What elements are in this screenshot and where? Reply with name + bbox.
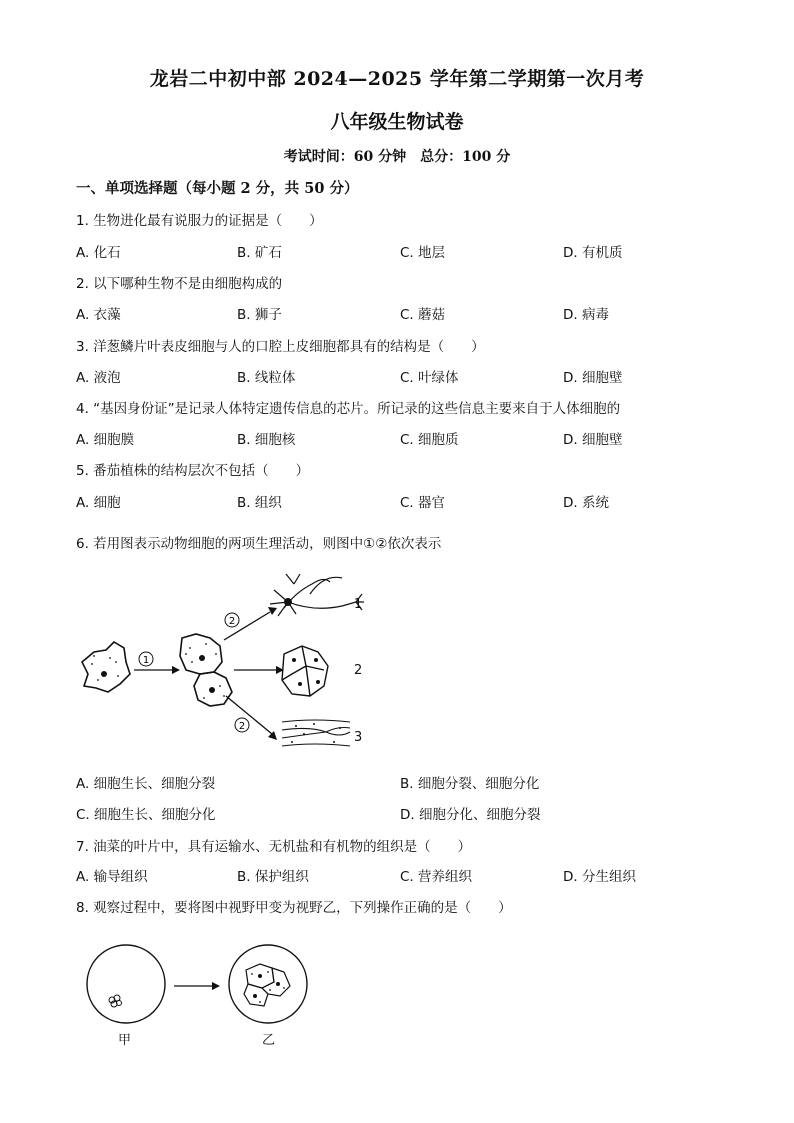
option: C. 器官 [400, 495, 446, 511]
question-stem: 2. 以下哪种生物不是由细胞构成的 [76, 276, 283, 292]
option: B. 细胞核 [237, 432, 296, 448]
option: D. 细胞壁 [563, 432, 623, 448]
option: B. 组织 [237, 495, 282, 511]
option: B. 线粒体 [237, 370, 296, 386]
question-stem: 8. 观察过程中，要将图中视野甲变为视野乙，下列操作正确的是（ ） [76, 900, 512, 916]
question-stem: 4. “基因身份证”是记录人体特定遗传信息的芯片。所记录的这些信息主要来自于人体细胞的 [76, 401, 621, 417]
question-stem: 3. 洋葱鳞片叶表皮细胞与人的口腔上皮细胞都具有的结构是（ ） [76, 339, 485, 355]
microscope-field-figure [84, 942, 314, 1032]
option: B. 细胞分裂、细胞分化 [400, 776, 540, 792]
cell-division-differentiation-figure [74, 562, 374, 762]
exam-subtitle: 八年级生物试卷 [330, 111, 464, 133]
circled-1-label [139, 652, 153, 666]
option: B. 矿石 [237, 245, 282, 261]
section-heading: 一、单项选择题（每小题 2 分，共 50 分） [76, 180, 359, 197]
option: C. 营养组织 [400, 869, 473, 885]
option: A. 细胞膜 [76, 432, 135, 448]
figure-label-1: 1 [354, 597, 363, 612]
figure-label-2: 2 [354, 663, 363, 678]
question-stem: 7. 油菜的叶片中，具有运输水、无机盐和有机物的组织是（ ） [76, 839, 472, 855]
field-label-jia: 甲 [118, 1033, 132, 1048]
option: D. 分生组织 [563, 869, 636, 885]
option: C. 细胞质 [400, 432, 459, 448]
option: A. 输导组织 [76, 869, 148, 885]
option: D. 病毒 [563, 307, 609, 323]
option: A. 细胞生长、细胞分裂 [76, 776, 216, 792]
option: D. 细胞壁 [563, 370, 623, 386]
question-stem: 5. 番茄植株的结构层次不包括（ ） [76, 463, 310, 479]
exam-info: 考试时间：60 分钟 总分：100 分 [283, 149, 511, 165]
exam-title: 龙岩二中初中部 2024—2025 学年第二学期第一次月考 [149, 68, 645, 90]
option: C. 蘑菇 [400, 307, 446, 323]
svg-text:2: 2 [238, 721, 246, 732]
option: A. 液泡 [76, 370, 121, 386]
option: C. 细胞生长、细胞分化 [76, 807, 216, 823]
svg-text:1: 1 [142, 655, 150, 666]
question-stem: 1. 生物进化最有说服力的证据是（ ） [76, 213, 323, 229]
circled-2-label [225, 613, 239, 627]
option: A. 化石 [76, 245, 121, 261]
option: D. 细胞分化、细胞分裂 [400, 807, 541, 823]
circled-2-label [235, 718, 249, 732]
option: A. 衣藻 [76, 307, 121, 323]
question-stem: 6. 若用图表示动物细胞的两项生理活动，则图中①②依次表示 [76, 536, 442, 552]
option: C. 叶绿体 [400, 370, 459, 386]
figure-label-3: 3 [354, 730, 363, 745]
option: D. 系统 [563, 495, 609, 511]
option: B. 保护组织 [237, 869, 309, 885]
option: B. 狮子 [237, 307, 282, 323]
option: C. 地层 [400, 245, 446, 261]
option: A. 细胞 [76, 495, 121, 511]
option: D. 有机质 [563, 245, 623, 261]
svg-text:2: 2 [228, 616, 236, 627]
field-label-yi: 乙 [262, 1033, 276, 1048]
